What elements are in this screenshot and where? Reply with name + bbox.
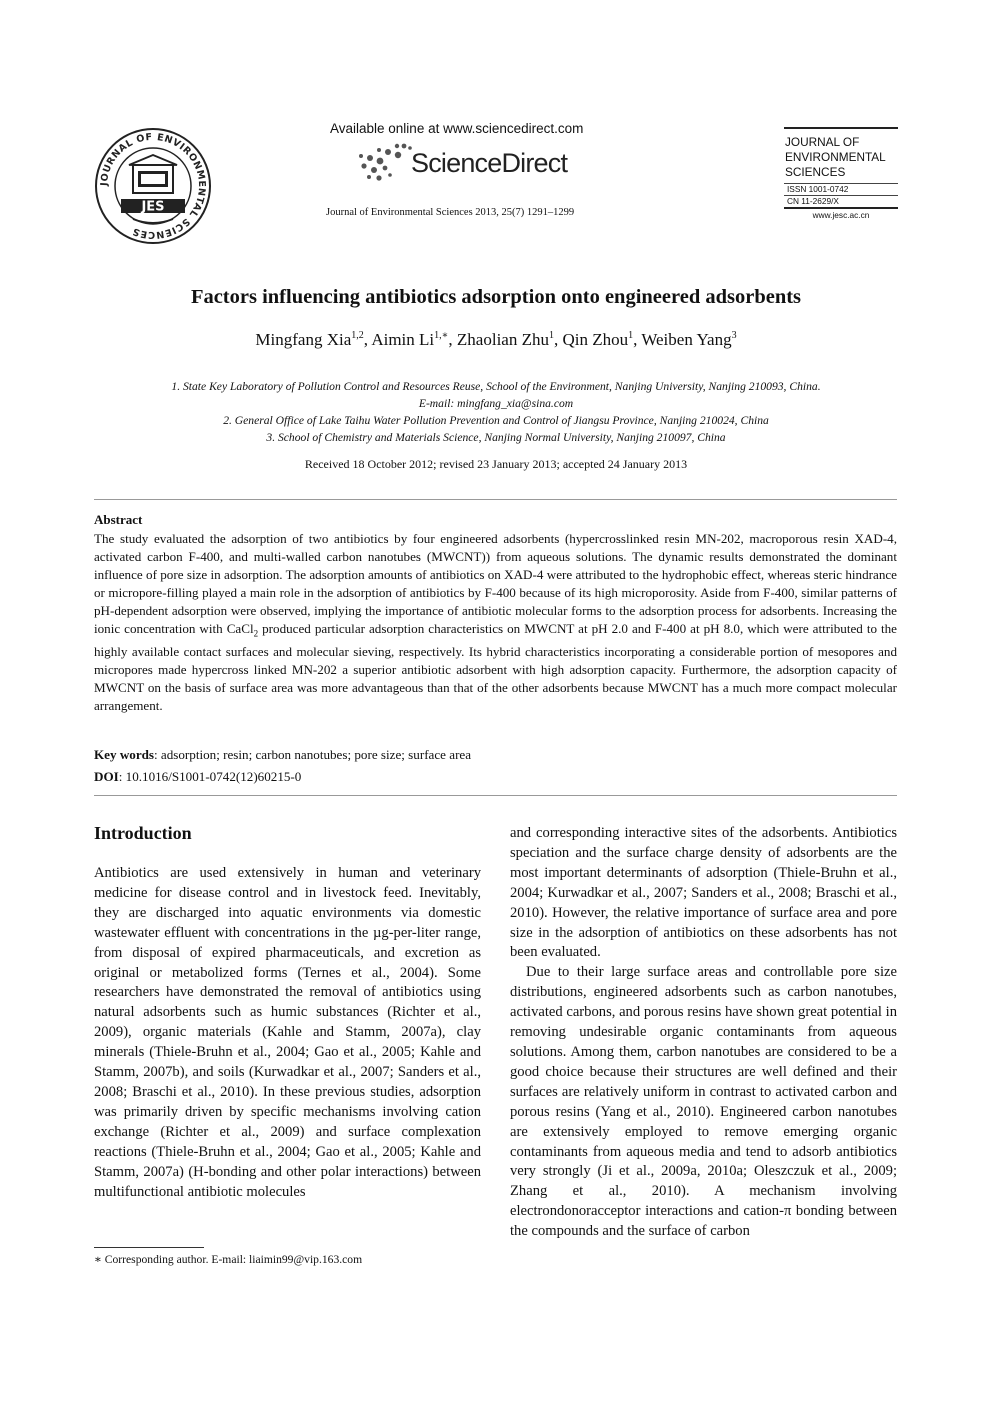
journal-citation: Journal of Environmental Sciences 2013, 25(7) 1291–1299 [326,207,575,218]
sciencedirect-dots-icon [355,140,415,184]
body-column-left [94,864,481,1202]
author-sep: , [448,330,457,349]
journal-name-line: JOURNAL OF [785,135,860,149]
author-name[interactable]: Mingfang Xia [255,330,352,349]
author-affil-sup: 1 [628,330,634,341]
logo-ring-text: JOURNAL OF ENVIRONMENTAL SCIENCES [98,131,208,241]
affiliation-line: 1. State Key Laboratory of Pollution Control and Resources Reuse, School of the Environment, Nanjing University, Nanjing 210093, China. [171,380,821,393]
sciencedirect-wordmark: ScienceDirect [411,148,568,178]
journal-logo [93,127,213,245]
author-sep: , [633,330,642,349]
affiliation-line: 2. General Office of Lake Taihu Water Pollution Prevention and Control of Jiangsu Province, Nanjing 210024, China [223,414,769,427]
logo-badge: JES [141,199,165,215]
author-name[interactable]: Zhaolian Zhu [456,330,549,349]
journal-name-line: ENVIRONMENTAL [785,150,886,164]
journal-name [785,135,898,180]
divider [94,499,897,500]
body-column-right [510,824,897,1242]
author-name[interactable]: Aimin Li [371,330,435,349]
author-name[interactable]: Weiben Yang [641,330,732,349]
journal-name-line: SCIENCES [785,165,846,179]
abstract-text [94,530,897,716]
abstract-text-part: The study evaluated the adsorption of two antibiotics by four engineered adsorbents (hypercrosslinked resin MN-202, macroporous resin XAD-4, activated carbon F-400, and multi-walled carbon nanotubes (MWCNT)) from aqueous solutions. The dynamic results demonstrated the dominant influence of pore size in adsorption. The adsorption amounts of antibiotics on XAD-4 were attributed to the hydrophobic effect, whereas steric hindrance or micropore-filling played a main role in the adsorption of antibiotics by F-400 because of its high microporosity. Aside from F-400, similar patterns of pH-dependent adsorption were observed, implying the importance of antibiotic molecular forms to the adsorption process for adsorbents. Increasing the ionic concentration with CaCl [94,531,897,637]
section-heading-introduction: Introduction [94,823,192,843]
divider [94,795,897,796]
received-dates: Received 18 October 2012; revised 23 January 2013; accepted 24 January 2013 [304,457,688,471]
abstract-text-part: produced particular adsorption characteristics on MWCNT at pH 2.0 and F-400 at pH 8.0, which were attributed to the highly available contact surfaces and molecular sieving, respectively. Its hybrid characteristics incorporating a considerable portion of mesopores and micropores made hypercross linked MN-202 a superior antibiotic adsorbent with high adsorption capacity. Furthermore, the adsorption capacity of MWCNT on the basis of surface area was more advantageous than that of the other adsorbents because MWCNT has a much more compact molecular arrangement. [94,621,897,714]
paper-title: Factors influencing antibiotics adsorption onto engineered adsorbents [190,286,802,308]
paragraph: and corresponding interactive sites of the adsorbents. Antibiotics speciation and the surface charge density of adsorbents are the most important determinants of adsorption (Thiele-Bruhn et al., 2004; Kurwadkar et al., 2007; Sanders et al., 2008; Braschi et al., 2010). However, the relative importance of surface area and pore size in the adsorption of antibiotics on these adsorbents has not been evaluated. [510,825,897,961]
doi-label: DOI [94,769,119,784]
doi [94,769,301,785]
abstract-subscript: 2 [253,629,259,640]
author-affil-sup: 3 [731,330,737,341]
sd-availability-text: Available online at www.sciencedirect.com [330,121,584,136]
doi-link[interactable]: : 10.1016/S1001-0742(12)60215-0 [118,769,302,784]
journal-website-link[interactable]: www.jesc.ac.cn [812,210,870,220]
footnote-rule [94,1247,204,1248]
affiliation-email[interactable]: E-mail: mingfang_xia@sina.com [418,397,574,410]
author-sep: , [363,330,372,349]
author-affil-sup: 1,∗ [434,330,449,341]
abstract-heading: Abstract [94,512,143,527]
keywords-label: Key words [94,747,155,762]
keywords-text: : adsorption; resin; carbon nanotubes; pore size; surface area [154,747,472,762]
paragraph: Antibiotics are used extensively in human and veterinary medicine for disease control and in livestock feed. Inevitably, they are discharged into aquatic environments via domestic wastewater effluent with concentrations in the µg-per-liter range, from disposal of expired pharmaceuticals, and excretion as original or metabolized forms (Ternes et al., 2004). Some researchers have demonstrated the removal of antibiotics using natural adsorbents such as humic substances (Richter et al., 2009), organic materials (Kahle and Stamm, 2007a), clay minerals (Thiele-Bruhn et al., 2004; Gao et al., 2005; Kahle and Stamm, 2007b), and soils (Kurwadkar et al., 2007; Sanders et al., 2008; Braschi et al., 2010). In these previous studies, adsorption was primarily driven by specific mechanisms involving cation exchange (Richter et al., 2009) and surface complexation reactions (Thiele-Bruhn et al., 2004; Gao et al., 2005; Kahle and Stamm, 2007a) (H-bonding and other polar interactions) between multifunctional antibiotic molecules [94,865,481,1200]
author-affil-sup: 1 [548,330,554,341]
journal-issn: ISSN 1001-0742 [787,184,849,194]
corresponding-author-footnote: ∗ Corresponding author. E-mail: liaimin99@vip.163.com [94,1253,363,1266]
author-affil-sup: 1,2 [351,330,364,341]
paragraph: Due to their large surface areas and controllable pore size distributions, engineered adsorbents such as carbon nanotubes, activated carbons, and porous resins have shown great potential in removing undesirable organic contaminants from aqueous solutions. Among them, carbon nanotubes are considered to be a good choice because their structures are well defined and their surfaces are relatively uniform in contrast to activated carbon and porous resins (Yang et al., 2010). Engineered carbon nanotubes are extensively employed to remove emerging organic contaminants from aqueous media and tend to adsorb antibiotics very strongly (Ji et al., 2009a, 2010a; Oleszczuk et al., 2009; Zhang et al., 2010). A mechanism involving electrondonoracceptor interactions and cation-π bonding between the compounds and the surface of carbon [510,964,897,1240]
author-sep: , [553,330,563,349]
journal-box [784,127,898,220]
affiliation-line: 3. School of Chemistry and Materials Science, Nanjing Normal University, Nanjing 210097, China [266,431,726,444]
journal-cn: CN 11-2629/X [787,196,839,206]
author-list [0,330,992,350]
affiliations [0,378,992,446]
author-name[interactable]: Qin Zhou [562,330,629,349]
keywords [94,747,471,763]
